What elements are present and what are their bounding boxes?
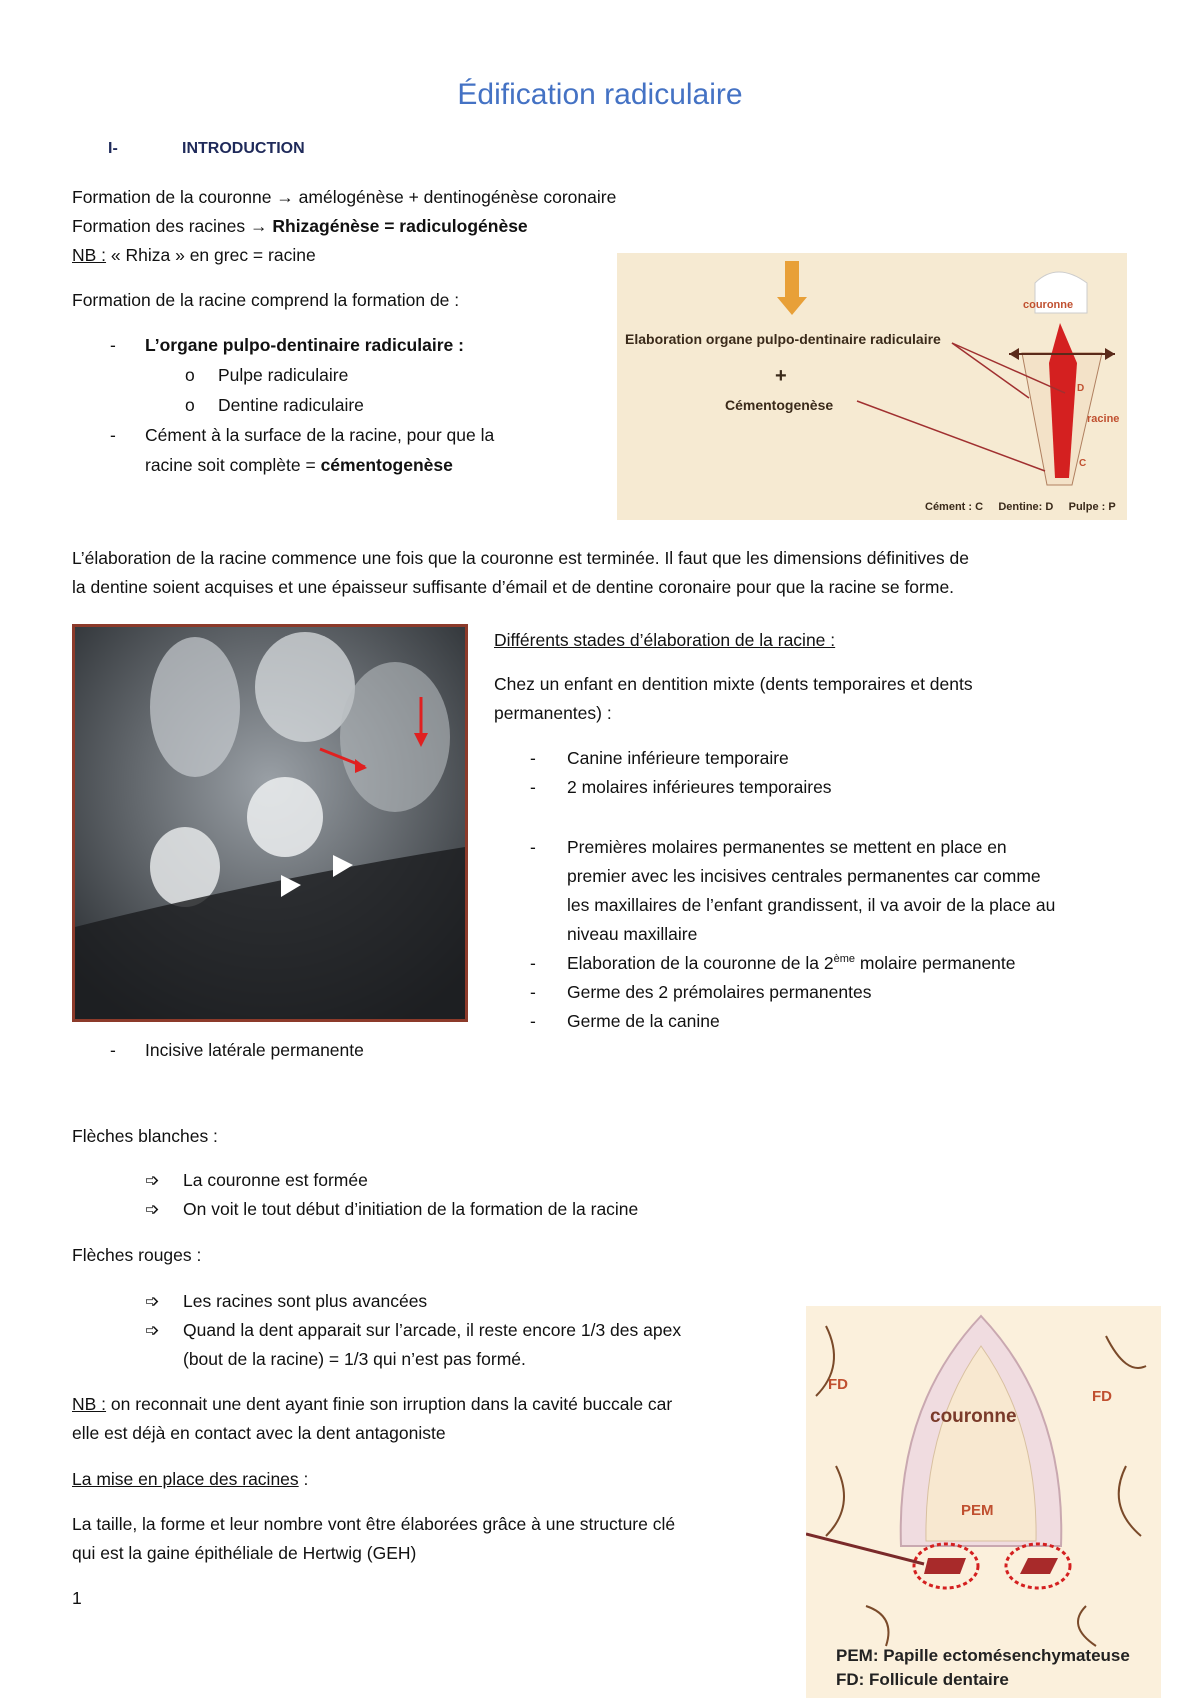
white-arrow-point: La couronne est formée bbox=[183, 1170, 368, 1190]
red-arrow-point: Les racines sont plus avancées bbox=[183, 1291, 428, 1311]
arrow-bullet-icon: ➩ bbox=[145, 1320, 160, 1340]
list-item-cement: Cément à la surface de la racine, pour que la bbox=[145, 425, 495, 445]
xray-drawing bbox=[75, 627, 465, 1019]
stages-intro-2: permanentes) : bbox=[494, 703, 612, 723]
stage-item: Premières molaires permanentes se mettent en place en bbox=[567, 837, 1007, 857]
nb-line-2: elle est déjà en contact avec la dent antagoniste bbox=[72, 1423, 446, 1443]
list-dash: - bbox=[110, 335, 116, 355]
section-title: INTRODUCTION bbox=[182, 140, 305, 157]
down-arrow-shaft bbox=[785, 261, 799, 299]
roots-line-1: La taille, la forme et leur nombre vont être élaborées grâce à une structure clé bbox=[72, 1514, 676, 1534]
list-sub-dentine: Dentine radiculaire bbox=[218, 395, 364, 415]
stage-item-cont: premier avec les incisives centrales permanentes car comme bbox=[567, 866, 1041, 886]
diagram-plus: + bbox=[775, 365, 787, 387]
stage-item: Canine inférieure temporaire bbox=[567, 748, 789, 768]
list-dash: - bbox=[530, 1011, 536, 1031]
stage-item: Germe des 2 prémolaires permanentes bbox=[567, 982, 872, 1002]
germ-caption-fd: FD: Follicule dentaire bbox=[836, 1670, 1009, 1689]
arrow-bullet-icon: ➩ bbox=[145, 1199, 160, 1219]
arrow-bullet-icon: ➩ bbox=[145, 1291, 160, 1311]
sub-bullet: o bbox=[185, 365, 195, 385]
intro-line-3: NB : « Rhiza » en grec = racine bbox=[72, 245, 316, 265]
down-arrow-head bbox=[777, 297, 807, 315]
germ-label-couronne: couronne bbox=[930, 1406, 1017, 1427]
list-sub-pulpe: Pulpe radiculaire bbox=[218, 365, 349, 385]
white-arrows-heading: Flèches blanches : bbox=[72, 1126, 218, 1146]
red-arrows-heading: Flèches rouges : bbox=[72, 1245, 202, 1265]
stage-item: Elaboration de la couronne de la 2ème molaire permanente bbox=[567, 953, 1016, 973]
root-formation-diagram bbox=[617, 253, 1127, 520]
diagram-label-d: D bbox=[1077, 383, 1085, 394]
white-arrow-point: On voit le tout début d’initiation de la formation de la racine bbox=[183, 1199, 639, 1219]
diagram-label-couronne: couronne bbox=[1023, 299, 1074, 311]
roots-heading: La mise en place des racines : bbox=[72, 1469, 309, 1489]
stage-item: Germe de la canine bbox=[567, 1011, 720, 1031]
stages-intro-1: Chez un enfant en dentition mixte (dents temporaires et dents bbox=[494, 674, 973, 694]
paragraph-line-1: L’élaboration de la racine commence une fois que la couronne est terminée. Il faut que les dimensions définitives de bbox=[72, 548, 969, 568]
stages-heading: Différents stades d’élaboration de la racine : bbox=[494, 630, 836, 650]
list-dash: - bbox=[530, 777, 536, 797]
dental-xray-image bbox=[72, 624, 468, 1022]
sub-bullet: o bbox=[185, 395, 195, 415]
paragraph-line-2: la dentine soient acquises et une épaisseur suffisante d’émail et de dentine coronaire pour que la racine se forme. bbox=[72, 577, 955, 597]
intro-line-1: Formation de la couronne → amélogénèse + dentinogénèse coronaire bbox=[72, 187, 617, 207]
list-item-organe: L’organe pulpo-dentinaire radiculaire : bbox=[145, 335, 464, 355]
page-title: Édification radiculaire bbox=[457, 78, 743, 111]
germ-label-fd-left: FD bbox=[828, 1376, 848, 1393]
roots-line-2: qui est la gaine épithéliale de Hertwig (GEH) bbox=[72, 1543, 417, 1563]
stage-item: 2 molaires inférieures temporaires bbox=[567, 777, 832, 797]
diagram-label-racine: racine bbox=[1087, 413, 1120, 425]
intro-line-4: Formation de la racine comprend la formation de : bbox=[72, 290, 460, 310]
stage-item-cont: les maxillaires de l’enfant grandissent, il va avoir de la place au bbox=[567, 895, 1056, 915]
nb-line-1: NB : on reconnait une dent ayant finie son irruption dans la cavité buccale car bbox=[72, 1394, 673, 1414]
list-item-cement-cont: racine soit complète = cémentogenèse bbox=[145, 455, 453, 475]
intro-line-2: Formation des racines → Rhizagénèse = radiculogénèse bbox=[72, 216, 528, 236]
list-dash: - bbox=[110, 1040, 116, 1060]
tooth-germ-diagram bbox=[806, 1306, 1161, 1698]
section-number: I- bbox=[108, 140, 118, 157]
germ-caption-pem: PEM: Papille ectomésenchymateuse bbox=[836, 1646, 1130, 1665]
diagram-label-c: C bbox=[1079, 458, 1087, 469]
stage-item-cont: niveau maxillaire bbox=[567, 924, 698, 944]
diagram-label-cementogenese: Cémentogenèse bbox=[725, 397, 834, 413]
germ-label-pem: PEM bbox=[961, 1502, 994, 1519]
diagram-legend: Cément : C Dentine: D Pulpe : P bbox=[925, 501, 1116, 513]
pointer-line-3 bbox=[857, 401, 1045, 471]
list-dash: - bbox=[530, 953, 536, 973]
list-dash: - bbox=[530, 748, 536, 768]
list-dash: - bbox=[530, 837, 536, 857]
red-arrow-point-cont: (bout de la racine) = 1/3 qui n’est pas formé. bbox=[183, 1349, 526, 1369]
stage-item: Incisive latérale permanente bbox=[145, 1040, 364, 1060]
red-arrow-point: Quand la dent apparait sur l’arcade, il reste encore 1/3 des apex bbox=[183, 1320, 682, 1340]
arrow-bullet-icon: ➩ bbox=[145, 1170, 160, 1190]
diagram-label-organe: Elaboration organe pulpo-dentinaire radiculaire bbox=[625, 331, 941, 347]
diagram-drawing bbox=[617, 253, 1127, 520]
germ-label-fd-right: FD bbox=[1092, 1388, 1112, 1405]
list-dash: - bbox=[530, 982, 536, 1002]
list-dash: - bbox=[110, 425, 116, 445]
page-number: 1 bbox=[72, 1588, 82, 1608]
